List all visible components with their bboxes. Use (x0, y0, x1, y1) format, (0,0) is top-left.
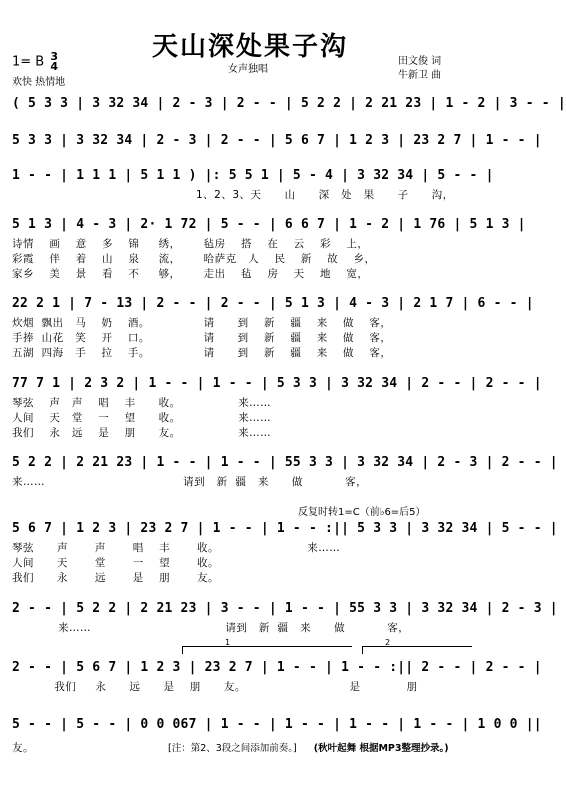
key-text: 1= B (12, 54, 45, 70)
volta-1-edge (182, 646, 183, 654)
music-line-8: 5 6 7 | 1 2 3 | 23 2 7 | 1 - - | 1 - - :|| 5 3 3 | 3 32 34 | 5 - - | (12, 521, 558, 536)
lyric-line: 友。 (12, 742, 34, 754)
time-bottom: 4 (50, 60, 59, 73)
music-line-11: 5 - - | 5 - - | 0 0 067 | 1 - - | 1 - - | 1 - - | 1 - - | 1 0 0 || (12, 717, 542, 732)
footnote (168, 740, 449, 754)
lyric-line: 人间 天 堂 一 望 收。 (12, 557, 219, 569)
song-title: 天山深处果子沟 (151, 32, 348, 62)
music-line-5: 22 2 1 | 7 - 13 | 2 - - | 2 - - | 5 1 3 | 4 - 3 | 2 1 7 | 6 - - | (12, 296, 534, 311)
music-line-6: 77 7 1 | 2 3 2 | 1 - - | 1 - - | 5 3 3 | 3 32 34 | 2 - - | 2 - - | (12, 376, 542, 391)
lyric-line: 家乡 美 景 看 不 够， 走出 毡 房 天 地 宽， (12, 268, 369, 280)
footnote-credit: (秋叶起舞 根据MP3整理抄录。) (313, 743, 449, 754)
lyric-line: 我们 永 远 是 朋 友。 是 朋 (12, 681, 418, 693)
lyric-line: 炊烟 飘出 马 奶 酒。 请 到 新 疆 来 做 客， (12, 317, 392, 329)
volta-2-edge (362, 646, 363, 654)
music-line-4: 5 1 3 | 4 - 3 | 2· 1 72 | 5 - - | 6 6 7 | 1 - 2 | 1 76 | 5 1 3 | (12, 217, 526, 232)
lyric-line: 我们 永 远 是 朋 友。 (12, 572, 219, 584)
music-line-9: 2 - - | 5 2 2 | 2 21 23 | 3 - - | 1 - - | 55 3 3 | 3 32 34 | 2 - 3 | (12, 601, 558, 616)
composer: 牛新卫 曲 (398, 70, 442, 81)
lyric-line: 1、2、3、天 山 深 处 果 子 沟， (196, 189, 454, 201)
lyric-line: 五湖 四海 手 拉 手。 请 到 新 疆 来 做 客， (12, 347, 392, 359)
lyricist: 田文俊 词 (398, 56, 442, 67)
lyric-line: 来…… 请到 新 疆 来 做 客， (12, 622, 410, 634)
tempo-mark: 欢快 热情地 (12, 77, 66, 88)
volta-1-label: 1 (225, 638, 231, 647)
lyric-line: 彩霞 伴 着 山 泉 流， 哈萨克 人 民 新 故 乡， (12, 253, 376, 265)
lyric-line: 琴弦 声 声 唱 丰 收。 来…… (12, 397, 272, 409)
music-line-2: 5 3 3 | 3 32 34 | 2 - 3 | 2 - - | 5 6 7 | 1 2 3 | 23 2 7 | 1 - - | (12, 133, 542, 148)
lyric-line: 人间 天 堂 一 望 收。 来…… (12, 412, 272, 424)
time-top: 3 (50, 50, 59, 63)
music-line-3: 1 - - | 1 1 1 | 5 1 1 ) |: 5 5 1 | 5 - 4 | 3 32 34 | 5 - - | (12, 168, 494, 183)
volta-1-bracket (182, 646, 352, 647)
voice-type: 女声独唱 (228, 64, 268, 75)
lyric-line: 手捧 山花 笑 开 口。 请 到 新 疆 来 做 客， (12, 332, 392, 344)
footnote-note: [注：第2、3段之间添加前奏。] (168, 743, 297, 754)
lyric-line: 诗情 画 意 多 锦 绣， 毡房 搭 在 云 彩 上， (12, 238, 369, 250)
time-signature (50, 52, 58, 72)
music-line-10: 2 - - | 5 6 7 | 1 2 3 | 23 2 7 | 1 - - | 1 - - :|| 2 - - | 2 - - | (12, 660, 542, 675)
lyric-line: 我们 永 远 是 朋 友。 来…… (12, 427, 272, 439)
repeat-note: 反复时转1=C（前♭6=后5） (298, 507, 426, 518)
lyric-line: 来…… 请到 新 疆 来 做 客， (12, 476, 368, 488)
lyric-line: 琴弦 声 声 唱 丰 收。 来…… (12, 542, 341, 554)
key-signature (12, 52, 58, 72)
volta-2-bracket (362, 646, 472, 647)
music-line-7: 5 2 2 | 2 21 23 | 1 - - | 1 - - | 55 3 3 | 3 32 34 | 2 - 3 | 2 - - | (12, 455, 558, 470)
volta-2-label: 2 (385, 638, 391, 647)
music-line-1: ( 5 3 3 | 3 32 34 | 2 - 3 | 2 - - | 5 2 2 | 2 21 23 | 1 - 2 | 3 - - | (12, 96, 566, 111)
